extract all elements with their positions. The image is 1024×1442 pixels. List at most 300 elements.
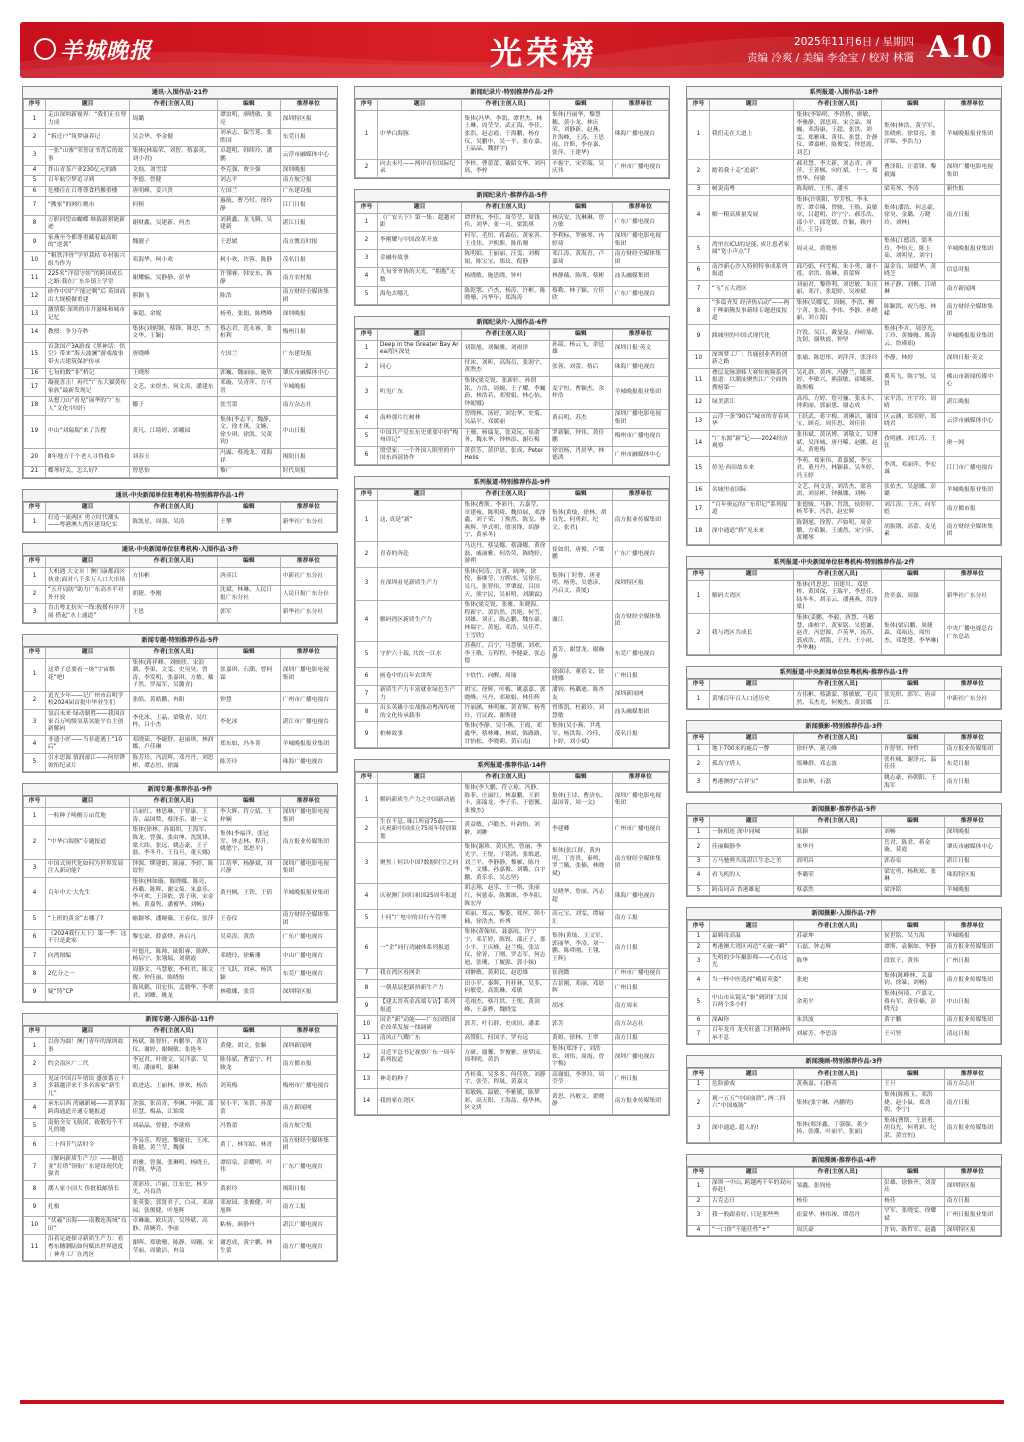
table-cell: 13 [24, 306, 46, 324]
section-title: 新闻纪录片·入围作品·6件 [355, 317, 669, 329]
table-cell: 文艺、何文涛、刘浩杰、梁善需、刘显彬、钟佩娜、刘畅 [794, 482, 882, 500]
table-cell: 集体(谢珍、黄庆然、曾丽、李光宇、王悦、于铭鸿、张维道、刘兰平、李静静、黎雁、陈丹华、文娜、孙嘉俊、刘璐、白宇鹏、黄乐乐、吴志坚) [462, 843, 550, 884]
column-header: 编辑 [882, 817, 945, 828]
table-cell: 3 [356, 377, 378, 410]
table-cell: 王思 [130, 604, 218, 622]
table-cell: 陈凯星、周强、吴涛 [130, 513, 218, 531]
table-cell: 黄宇鹏 [882, 1015, 945, 1026]
table-cell: 万职回望由蝴蝶 继载新猎能新迹 [45, 215, 130, 233]
table-row [356, 704, 669, 722]
column-header: 作者(主创人员) [794, 680, 882, 691]
table-cell: 4 [688, 1225, 710, 1236]
table-cell: 林庆安、沈琳琳、曾方敏 [550, 213, 613, 231]
table-cell: 郭春泉 [882, 856, 945, 867]
table-cell: 激情版·深圳的市井滋味和城市记忆 [45, 306, 130, 324]
table-cell: 林静薇、陈萌、蔡彬 [550, 268, 613, 286]
award-section [686, 556, 1002, 656]
table-cell: 郑琳群、邓志波 [794, 755, 882, 773]
table-row [688, 856, 1001, 867]
table-row [24, 1074, 337, 1100]
table-row [356, 111, 669, 160]
table-row [24, 165, 337, 176]
table-cell: 集体(李静、吴小燕、王霞、邓鑫华、蔡林琳、林斌、陈路路、甘怡松、李晓莉、黄启南) [462, 722, 550, 748]
table-cell: 南方日报 [612, 1034, 668, 1045]
table-cell: 14 [356, 1089, 378, 1115]
table-cell: 杨斌、陈智轩、冉鹏举、黄诗仪、谢婷、谢婉敏、张艳冬 [130, 1038, 218, 1056]
table-cell: 曾晓林、汤婷、刘宏华、史菊、吴晶平、邓媛丽 [462, 410, 550, 428]
table-cell: 茂名日报 [280, 251, 336, 269]
table-cell: 陈海晴、王彤、潘丞 [794, 185, 882, 196]
table-cell: 4 [356, 410, 378, 428]
table-cell: 余强、张苗青、李琳、申强、邵佳慧、梅晶、江锦棠 [130, 1100, 218, 1118]
column-header: 序号 [356, 773, 378, 784]
table-cell: 陈浩 [218, 288, 281, 306]
table-cell: 9 [24, 984, 46, 1002]
table-cell: 14 [688, 430, 710, 456]
table-cell: 3 [688, 856, 710, 867]
table-cell: 羊城晚报报业集团 [944, 236, 1000, 262]
table-cell: 广东广播电视台 [612, 286, 668, 304]
award-section [22, 489, 338, 533]
table-cell: 集体(梁克锐、张雅、朱晓海、程新宇、黄浩然、洪艳、何雪、刘雄、刘正、陈志鹏、魏东豪、林瑞宇、黄旭、邓浩、吴佳芹、王雪欣) [462, 601, 550, 642]
table-cell: 危楼住在百尊尊食档搬重楼 [45, 186, 130, 197]
table-cell: 邓江涛、黄海青、卢嘉琦 [550, 250, 613, 268]
table-cell: 5 [688, 236, 710, 262]
table-cell: Deep in the Greater Bay Area湾区深处 [377, 340, 462, 358]
table-row [356, 817, 669, 843]
table-cell: 集体(李锦明、李铁桥、廖敏、李雅静、郭思琦、宋会晶、周巍、邓海康、王超、张洪、刘雯、郑雅珠、黄伟、张慧、许静仪、谭嘉彬、陈俊雯、钟思霞、刘艺) [794, 111, 882, 160]
table-cell: 南方报业传媒集团 [612, 501, 668, 542]
table-cell: 约会南区广二代 [45, 1056, 130, 1074]
table-cell: 邓璇、吴青萍、方可喜 [218, 379, 281, 397]
table-row [688, 828, 1001, 839]
page-number: A10 [926, 30, 992, 65]
table-row [688, 111, 1001, 160]
table-cell: 3 [24, 1074, 46, 1100]
column-header: 编辑 [218, 1027, 281, 1038]
table-cell: 时代周报 [280, 467, 336, 478]
table-cell: 谢耀骗、吴静静、彭华 [130, 270, 218, 288]
column-header: 序号 [24, 556, 46, 567]
table-cell: 李克强、贾少强 [218, 165, 281, 176]
table-cell: 扎根 [45, 1198, 130, 1216]
table-row [688, 185, 1001, 196]
table-cell: 6 [688, 1015, 710, 1026]
table-cell: 深圳广播电影电视集团 [944, 159, 1000, 185]
table-cell: 中山日报 [944, 989, 1000, 1015]
table-cell: 高赞阳、何国平、罗有远 [462, 1034, 550, 1045]
table-cell: 蔡勒、林子颖、方佳欣 [550, 286, 613, 304]
column-header: 编辑 [218, 647, 281, 658]
table-cell: 15 [24, 342, 46, 368]
table-cell: 信息时报 [944, 262, 1000, 280]
table-cell: 苏燕红、吕宁、马慧敏、刘欢、李王敬、万程程、李健豪、张志德 [462, 642, 550, 668]
table-header-row [356, 490, 669, 501]
table-cell: 南方财经全媒体集团 [612, 843, 668, 884]
table-cell: 谭谊明、廖晓敏、张亮 [218, 111, 281, 129]
table-cell: 胡雅、曾强、张琳明、杨晓玉、许钢、华清 [130, 1155, 218, 1181]
table-cell: 3 [24, 710, 46, 736]
award-section [354, 189, 670, 306]
column-left [22, 86, 338, 1272]
table-cell: 集体(陈梅玉、邓洪捷、赵小鼠、郑劲朝、李宁) [882, 1091, 945, 1117]
table-row [356, 884, 669, 910]
table-cell: 杨勇、张娟、陈楞峰 [218, 306, 281, 324]
table-cell: 羊城晚报报业集团 [944, 111, 1000, 160]
table-row [356, 1016, 669, 1034]
table-cell: 17 [24, 379, 46, 397]
table-header-row [24, 556, 337, 567]
table-cell: 深圳广播电影电视集团 [280, 658, 336, 691]
table-cell: 钟源、缪建朗、陈丽、李婷、陈谊恒 [130, 859, 218, 877]
table-cell: “多篇齐发 经济热启动”——两千呷新腾发事新续专题进度报道 [709, 299, 794, 325]
table-cell: 张皓、黄皓鹏、冉阳 [130, 691, 218, 709]
table-cell: 中国式现代化如何为世界发展注入新动能? [45, 859, 130, 877]
table-cell: 李刚耀与中国改革开放 [377, 231, 462, 249]
table-cell: 1 [356, 784, 378, 817]
table-cell: 一粒种子唤醒万亩荒地 [45, 808, 130, 826]
column-header: 序号 [24, 797, 46, 808]
table-cell: 张伟斌、黄讯博、刘敬文、吴博斌、吴泽城、唐丹晞、赵鹏、赵灵、黄艳梅 [794, 430, 882, 456]
table-cell: 崔如玥、唐俊、卢梁鹏 [550, 541, 613, 567]
table-cell: 3 [688, 1207, 710, 1225]
table-cell: 彭雄、徐修齐、刘蕾珏 [882, 1178, 945, 1196]
table-cell: 汕头融媒集团 [612, 268, 668, 286]
table-cell: 南方财经全媒体集团 [612, 601, 668, 642]
table-cell: 李易乐、程池、黎敏壮、王冰、陈健、黄兰莹、魏强 [130, 1136, 218, 1154]
table-cell: 黄丹枫、王铁、王倩 [218, 877, 281, 910]
table-row [24, 324, 337, 342]
table-cell: 南方报业传媒集团 [612, 1089, 668, 1115]
table-cell: 4 [24, 1100, 46, 1118]
column-header: 题目 [709, 680, 794, 691]
table-row [356, 784, 669, 817]
table-cell: 225名“洋留守娃”的跨国成长之路:我在广东乡镇上学堂 [45, 270, 130, 288]
table-cell: 詹奕嘉、周强 [882, 580, 945, 613]
table-cell: 郝君慧、李大新、刘志青、唐萍、王菁枫、向红斌、十一、郑惜华、何敏 [794, 159, 882, 185]
table-row [688, 932, 1001, 943]
table-cell: 7 [24, 947, 46, 965]
table-header-row [356, 329, 669, 340]
table-row [356, 541, 669, 567]
table-cell: 疑“铸”CP [45, 984, 130, 1002]
table-row [24, 215, 337, 233]
table-cell: 9 [24, 1198, 46, 1216]
table-cell: 黄彩玲、卢丽、江东宏、林少光、冯良浩 [130, 1180, 218, 1198]
column-header: 作者(主创人员) [794, 1167, 882, 1178]
column-header: 作者(主创人员) [130, 797, 218, 808]
table-cell: 在深圳看见新质生产力 [377, 567, 462, 600]
award-table [687, 920, 1001, 1044]
table-cell: 4 [24, 735, 46, 753]
column-header: 作者(主创人员) [130, 100, 218, 111]
table-cell: 深AI你 [709, 1015, 794, 1026]
table-row [24, 808, 337, 826]
table-cell: 集体(林瑞荣、刘智、蔡嘉英、刘小青) [130, 147, 218, 165]
table-cell: 2 [688, 1091, 710, 1117]
table-cell: 集体(何琦、卢嘉文、蔡有军、黄佳楠、彭晓光) [882, 989, 945, 1015]
column-header: 作者(主创人员) [794, 100, 882, 111]
table-cell: 湛江晚报 [944, 394, 1000, 412]
table-cell: 6 [24, 186, 46, 197]
table-cell: 庆祝澳门回归祖国25周年报道 [377, 884, 462, 910]
issue-date: 2025年11月6日 / 星期四 [794, 36, 914, 48]
column-header: 编辑 [882, 100, 945, 111]
table-cell: 12 [688, 394, 710, 412]
table-row [24, 176, 337, 187]
table-cell: 付冰、刘昕、高海员、张润宇、黄煦杰 [462, 358, 550, 376]
logo-icon [34, 38, 56, 60]
table-cell: 集体(曹斯、王晨勇、胡良先、何勇彩、纪湛、黄宜恒) [882, 1116, 945, 1142]
award-table [687, 679, 1001, 709]
table-cell: 集体(吴小燕、尹兆军、杨洪海、冷佳、卜婷、刘小斌) [550, 722, 613, 748]
column-header: 作者(主创人员) [130, 647, 218, 658]
table-cell: 黄彩玲 [218, 1180, 281, 1198]
table-cell: 南方财经全媒体集团 [944, 518, 1000, 544]
table-cell: 集体(丹丽华、黎慧穗、黄小龙、林庆荣、刘静新、赵燕、许海峰、王涛、王思雨、许斯、李存嘉、张萍、王建华) [550, 111, 613, 160]
table-cell: 李利标、罗雁琴、冉婷琦 [550, 231, 613, 249]
table-cell: 11 [24, 1235, 46, 1261]
award-section [686, 86, 1002, 546]
table-cell: 2 [356, 231, 378, 249]
table-cell: 15 [688, 456, 710, 482]
table-cell: 南方财经全媒体集团 [612, 250, 668, 268]
table-row [688, 942, 1001, 953]
table-row [24, 586, 337, 604]
table-cell: 南方财经全媒体集团 [280, 1136, 336, 1154]
table-cell: 何军、毛恒、蒋森伍、黄家善、王戊伟、尹熙斯、陈佑珊 [462, 231, 550, 249]
column-header: 作者(主创人员) [130, 556, 218, 567]
table-cell: 6 [356, 928, 378, 969]
table-cell: 我的家在湾区 [377, 1089, 462, 1115]
table-cell: 2 [24, 691, 46, 709]
table-cell: 肇庆市融媒体中心 [944, 838, 1000, 856]
column-header: 推荐单位 [944, 817, 1000, 828]
table-row [24, 513, 337, 531]
table-cell: 南沙新心沙入特照特事成系列报道 [709, 262, 794, 280]
column-header: 序号 [356, 100, 378, 111]
table-cell: 方研、谢馨、罗俊雅、唐梦园、周利明、黄浩 [462, 1045, 550, 1071]
table-cell: 魏靓子 [130, 233, 218, 251]
table-cell: 陈芳玲 [218, 754, 281, 772]
table-cell: 2 [24, 826, 46, 859]
table-cell: 卓琳璇、欧庆涛、吴珍斌、高静、薛婉乔、李丽 [130, 1217, 218, 1235]
section-title: 新闻专题·特别推荐作品·5件 [23, 635, 337, 647]
table-cell: 辛振宇、宋荣瑞、吴庆伟 [550, 159, 613, 177]
table-cell: 习近平总书记视察广东一周年系列报道 [377, 1045, 462, 1071]
table-cell: 叠层龙脉漂移大赛短视频系列报道：以潮汕聚焦江广全面热搜榜第一 [709, 368, 794, 394]
table-cell: 郭芳、叶石群、史成渲、潘柔 [462, 1016, 550, 1034]
table-cell: 5 [356, 642, 378, 668]
table-cell: 非遗小匠——当非遗遇上“10后” [45, 735, 130, 753]
table-cell: 蝶琴好关，怎么好? [45, 467, 130, 478]
column-header: 推荐单位 [944, 734, 1000, 745]
column-header: 推荐单位 [280, 556, 336, 567]
table-cell: 冯鲁蕾 [218, 1118, 281, 1136]
table-cell: 高元宝、刘雯、谭展汇 [550, 910, 613, 928]
table-cell: 孤岛守塔人 [709, 755, 794, 773]
table-cell: 广东建设报 [280, 186, 336, 197]
table-cell: 《广安天下》第一集：超越对距 [377, 213, 462, 231]
table-cell: 集体(曹斯、李彩丹、古嘉莹、章建雍、陈明琦、魏伯展、邓泽鑫、刘子荣、丁焕然、陈戈、林燕辉、毕式明、殷羽锋、胡静宁、黄承冬) [462, 501, 550, 542]
table-cell: 集体(徐林、孙娟胡、王海军、陈龙、曾强、张由坤、冼凯锋、梁大纬、张远、姚志豪、王子磊、李冬升、王良旦、董天娜) [130, 826, 218, 859]
table-cell: 田小平、秦晖、肖桂林、吴多、何敏爱、高凯琳、邓敏 [462, 979, 550, 997]
table-row [688, 350, 1001, 368]
table-cell: 羊城晚报 [944, 932, 1000, 943]
table-cell: 苏豪坤 [794, 932, 882, 943]
table-cell: 解码湾区新质生产力 [377, 601, 462, 642]
table-cell: 守护六十载, 共饮一江水 [377, 642, 462, 668]
table-cell: 南方杂志社 [944, 1080, 1000, 1091]
table-cell: 东莞广播电视台 [280, 965, 336, 983]
table-cell: 梁宏勇、杨秋琼、张琳 [882, 867, 945, 885]
table-cell: 最羁母高温 [709, 932, 794, 943]
table-cell: 向去未号——两岸首位国际纪录 [377, 159, 462, 177]
table-cell: 蔡志君、范永睿、张桓利 [218, 324, 281, 342]
table-cell: 深圳梦工厂：共鹿创业者的创新之路 [709, 350, 794, 368]
table-cell: 深圳晚报 [280, 165, 336, 176]
table-cell: 16 [24, 368, 46, 379]
table-cell: 蔡嘉然 [794, 885, 882, 896]
table-header-row [688, 100, 1001, 111]
table-cell: 李化冰、王晶、梁敬青、吴红梓、吕小杰 [130, 710, 218, 736]
column-header: 序号 [688, 100, 710, 111]
table-cell: 羊城晚报报业集团 [612, 377, 668, 410]
table-cell: 21 [24, 467, 46, 478]
table-cell: 8 [688, 299, 710, 325]
table-row [356, 910, 669, 928]
award-section [354, 316, 670, 466]
award-table [355, 772, 669, 1115]
table-row [24, 947, 337, 965]
table-cell: 广东广播电视台 [612, 541, 668, 567]
table-header-row [688, 1069, 1001, 1080]
table-cell: 许舒智、钟哲 [882, 745, 945, 756]
table-cell: 杨佳 [882, 1196, 945, 1207]
table-cell: 1 [24, 567, 46, 585]
table-cell: 唐彦江 [218, 567, 281, 585]
table-cell: 文灿、刘雪雷 [130, 165, 218, 176]
table-cell: 周静文、马慧敏、李柱君、陈文俊、钟佳丽、陈晓怡 [130, 965, 218, 983]
table-cell: 王跃武、蒋宇梅、刘琳洁、谢国宝、顾克、周佳思、刘佳佳 [794, 412, 882, 430]
table-cell: 南方新闻网 [280, 1100, 336, 1118]
table-cell: 李璐荣 [794, 867, 882, 885]
award-section [686, 907, 1002, 1045]
table-row [688, 1015, 1001, 1026]
table-cell: 教授：争分夺秒 [45, 324, 130, 342]
table-cell: 集体(李志平、魏静、文、徐才琪、文婉、徐少琪、徐凯、吴黄钧) [218, 415, 281, 448]
table-cell: 新快报 [944, 185, 1000, 196]
award-table [687, 816, 1001, 896]
table-row [24, 710, 337, 736]
table-cell: 深中通道“桥”见未来 [709, 518, 794, 544]
column-header: 题目 [709, 734, 794, 745]
table-cell: 广东广播电视台 [280, 929, 336, 947]
table-cell: 许锐、吴江、戴曼曼、孙晴瑜、沈韧、谢秋霞、钟坚 [794, 324, 882, 350]
table-cell: 南方新闻网 [944, 280, 1000, 298]
table-cell: 1 [24, 513, 46, 531]
table-cell: 刘丽君、黎铮利、刘思敏、朱庆丽、邓汗、张超婷、吴竣斌 [794, 280, 882, 298]
table-header-row [24, 797, 337, 808]
table-cell: 羊城晚报 [944, 885, 1000, 896]
table-row [688, 195, 1001, 236]
table-cell: 5 [356, 910, 378, 928]
award-table [687, 99, 1001, 545]
table-cell: 9 [356, 998, 378, 1016]
table-cell: 画卷中的百年农讲所 [377, 667, 462, 685]
table-cell: 十问“广电中的自行车管理 [377, 910, 462, 928]
table-cell: 沈斌、林琳、人民日报广东分社 [218, 586, 281, 604]
table-cell: 2 [688, 838, 710, 856]
table-cell: 麦宇恒、曹颖杰、余梓浩 [550, 377, 613, 410]
table-cell: 刘承志、保雪莲、张胜国 [218, 129, 281, 147]
table-cell: 百年中大·大先生 [45, 877, 130, 910]
table-cell: 李梓、曹蕾蕾、戴昭女华、刘玛瑶、李梓 [462, 159, 550, 177]
column-middle [354, 86, 670, 1126]
table-row [24, 691, 337, 709]
column-header: 编辑 [882, 1167, 945, 1178]
table-cell: 秦超、余妮 [130, 306, 218, 324]
table-cell: 李静、林婷 [882, 350, 945, 368]
table-cell: 殷望家：一个外国人眼里的中国东西部协作 [377, 446, 462, 464]
table-cell: 南方报业传媒集团 [944, 745, 1000, 756]
table-cell: 4 [24, 877, 46, 910]
table-cell: 谭世杭、李佳、周莹莹、周钱佳、刘华、张一可、梁凯琪 [462, 213, 550, 231]
table-cell: 深圳特区报 [944, 1225, 1000, 1236]
table-cell: 南方财经全媒体集团 [280, 288, 336, 306]
table-cell: 谢思成、黄宇鹏、林生蕾 [218, 1235, 281, 1261]
table-cell: 树说南粤 [709, 185, 794, 196]
award-table [355, 329, 669, 465]
table-cell: 5 [24, 911, 46, 929]
table-cell: 江蓓华、杨静斌、刘兴静 [218, 859, 281, 877]
table-row [24, 111, 337, 129]
table-cell: 深圳广播电影电视集团 [280, 859, 336, 877]
section-title: 系列报道·中央新闻单位驻粤机构·特别推荐作品·2件 [687, 557, 1001, 569]
table-cell: 3 [356, 843, 378, 884]
table-row [24, 1100, 337, 1118]
table-cell: 石磊、钟志辉 [794, 942, 882, 953]
table-cell: 南方杂志社 [612, 1016, 668, 1034]
table-row [688, 989, 1001, 1015]
table-cell: 3 [356, 250, 378, 268]
table-cell: 郭军 [218, 604, 281, 622]
table-header-row [24, 647, 337, 658]
table-cell: 南方广播电视台 [280, 1235, 336, 1261]
table-cell: 1 [688, 745, 710, 756]
table-cell: 我们走在大道上 [709, 111, 794, 160]
table-cell: 汕头融媒集团 [612, 704, 668, 722]
table-cell: 南航全女飞航团，致敬每个不凡的她 [45, 1118, 130, 1136]
table-cell: 吴莫涛、黄浩 [218, 929, 281, 947]
award-table [23, 502, 337, 532]
table-cell: 广州市广播电视台 [612, 817, 668, 843]
table-cell: 方伟彬、蔡潇蒙、蔡敏敏、毛庆然、韦杰光、何俊杰、黄景娜 [794, 691, 882, 709]
table-cell: 孜明涵、刘江涛、王钰 [882, 430, 945, 456]
column-header: 序号 [24, 502, 46, 513]
table-row [356, 159, 669, 177]
table-row [356, 928, 669, 969]
column-header: 题目 [45, 502, 130, 513]
table-cell: 集体(张江群、黄冉明、丁晋贵、秦鸣、罗兰娥、张楠、林晓斌) [550, 843, 613, 884]
table-cell: 集体(许朝阳、罗芳悦、李永智、谭卓楠、曾骏、王焕、袁敏章、吕超明、许宁宁、郝乐浩、邵小平、邱宽媛、许颖、赖丹佳、王芬) [794, 195, 882, 236]
table-cell: 吕丽红、林思琳、于智康、王涛、晶国赞、蔡泽乐、谢一义 [130, 808, 218, 826]
table-cell: 7 [356, 686, 378, 704]
table-cell: 张英姿、郭贤君子、白灵、邓琼园、张俊健、叶旭辉 [130, 1198, 218, 1216]
table-cell: 侨见·西田故乡来 [709, 456, 794, 482]
table-cell: 黄健、胡文、张颖 [218, 1038, 281, 1056]
table-row [356, 377, 669, 410]
